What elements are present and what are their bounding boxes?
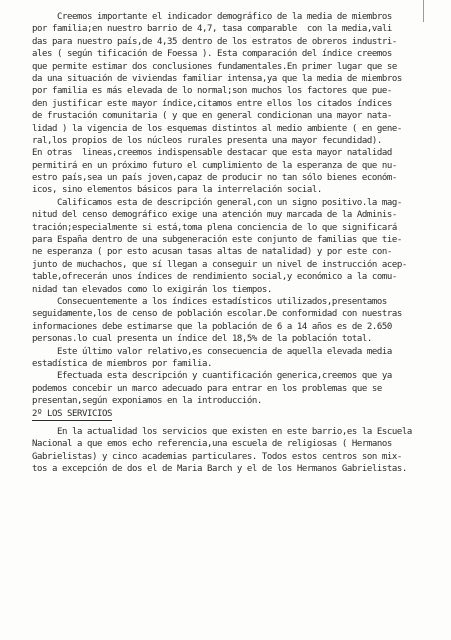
text-line: podemos concebir un marco adecuado para entrar en los problemas que se bbox=[32, 383, 382, 394]
text-line: junto de muchachos, que sí llegan a conseguir un nivel de instrucción acep- bbox=[32, 259, 407, 270]
text-line: para España dentro de una subgeneración este conjunto de familias que tie- bbox=[32, 235, 402, 246]
section-heading-line bbox=[32, 408, 432, 420]
text-line: por familia es más elevada de lo normal;son muchos los factores que pue- bbox=[32, 86, 392, 97]
text-line: da una situación de viviendas familiar intensa,ya que la media de miembros bbox=[32, 73, 402, 84]
text-line: En otras lineas,creemos indispensable destacar que esta mayor natalidad bbox=[32, 148, 392, 159]
text-line: presentan,según exponiamos en la introducción. bbox=[32, 396, 262, 407]
text-line: Nacional a que emos echo referencia,una escuela de religiosas ( Hermanos bbox=[32, 439, 392, 450]
text-line: permitirá en un próximo futuro el cumplimiento de la esperanza de que nu- bbox=[32, 160, 397, 171]
text-line: personas.lo cual presenta un índice del 18,5% de la población total. bbox=[32, 334, 372, 345]
text-line: tración;especialmente si está,toma plena conciencia de lo que significará bbox=[32, 222, 397, 233]
text-line: ales ( según tificación de Foessa ). Esta comparación del índice creemos bbox=[32, 49, 392, 60]
text-line: de frustación comunitaria ( y que en general condicionan una mayor nata- bbox=[32, 111, 392, 122]
text-line: nitud del censo demográfico exige una atención muy marcada de la Adminis- bbox=[32, 210, 397, 221]
section-heading: 2º LOS SERVICIOS bbox=[32, 408, 112, 419]
text-line: table,ofrecerán unos índices de rendimiento social,y económico a la comu- bbox=[32, 272, 397, 283]
text-line: Efectuada esta descripción y cuantificación generica,creemos que ya bbox=[32, 371, 392, 382]
text-line: seguidamente,los de censo de población escolar.De conformidad con nuestras bbox=[32, 309, 402, 320]
text-line: den justificar este mayor índice,citamos entre ellos los citados índices bbox=[32, 98, 392, 109]
text-line: En la actualidad los servicios que existen en este barrio,es la Escuela bbox=[32, 426, 412, 437]
text-line: que permite estimar dos conclusiones fundamentales.En primer lugar que se bbox=[32, 61, 397, 72]
text-line: Creemos importante el indicador demográfico de la media de miembros bbox=[32, 12, 392, 22]
text-line: informaciones debe estimarse que la población de 6 a 14 años es de 2.650 bbox=[32, 321, 392, 332]
text-line: Este último valor relativo,es consecuencia de aquella elevada media bbox=[32, 346, 392, 357]
document-text bbox=[32, 11, 432, 475]
text-line: ne esperanza ( por esto acusan tasas altas de natalidad) y por este con- bbox=[32, 247, 392, 258]
text-line: Gabrielistas) y cinco academias particulares. Todos estos centros son mix- bbox=[32, 451, 402, 462]
text-line: icos, sino elementos básicos para la interrelación social. bbox=[32, 185, 322, 196]
text-line: tos a excepción de dos el de Maria Barch y el de los Hermanos Gabrielistas. bbox=[32, 464, 407, 475]
text-line: lidad ) la vigencia de los esquemas distintos al medio ambiente ( en gene- bbox=[32, 123, 402, 134]
text-line: das para nuestro país,de 4,35 dentro de los estratos de obreros industri- bbox=[32, 36, 397, 47]
text-line: ral,los propios de los núcleos rurales presenta una mayor fecundidad). bbox=[32, 135, 382, 146]
text-line: nidad tan elevados como lo exigirán los tiempos. bbox=[32, 284, 272, 295]
text-line: Consecuentemente a los índices estadísticos utilizados,presentamos bbox=[32, 296, 387, 307]
text-line: Calificamos esta de descripción general,con un signo positivo.la mag- bbox=[32, 197, 402, 208]
text-line: estro país,sea un país joven,capaz de producir no tan sólo bienes económ- bbox=[32, 173, 397, 184]
text-line: estadística de miembros por familia. bbox=[32, 358, 212, 369]
text-line: por familia;en nuestro barrio de 4,7, tasa comparable con la media,vali bbox=[32, 24, 392, 35]
